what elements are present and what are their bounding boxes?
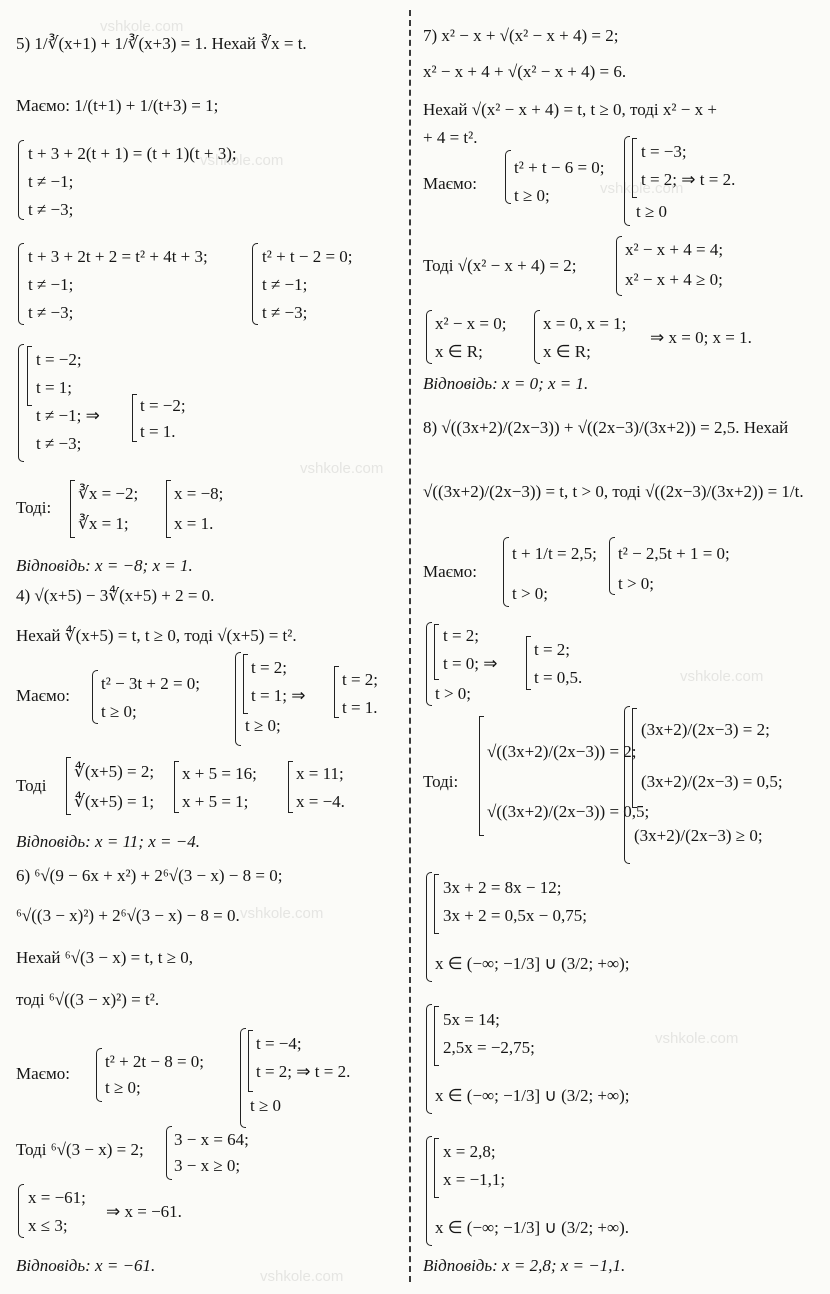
- watermark: vshkole.com: [600, 180, 684, 197]
- task-4-line: x + 5 = 16;: [182, 764, 257, 783]
- task-7-line: x² − x + 4 = 4;: [625, 240, 724, 259]
- task-8-line: 3x + 2 = 0,5x − 0,75;: [443, 906, 587, 925]
- union-bracket: [479, 716, 484, 836]
- union-bracket: [70, 480, 75, 538]
- task-4-line: x = 11;: [296, 764, 344, 783]
- task-4-line: ∜(x+5) = 2;: [74, 762, 155, 781]
- system-brace: [18, 140, 24, 220]
- task-5-line: t ≠ −1;: [28, 275, 74, 294]
- task-7-line: Маємо:: [423, 174, 477, 193]
- task-5-answer: Відповідь: x = −8; x = 1.: [16, 556, 193, 575]
- system-brace: [426, 1004, 432, 1114]
- task-8-line: 2,5x = −2,75;: [443, 1038, 535, 1057]
- watermark: vshkole.com: [655, 1030, 739, 1047]
- system-brace: [18, 243, 24, 325]
- task-4-line: x = −4.: [296, 792, 345, 811]
- task-8-line: √((3x+2)/(2x−3)) = 2;: [487, 742, 637, 761]
- task-7-line: x² − x + 4 + √(x² − x + 4) = 6.: [423, 62, 627, 81]
- union-bracket: [174, 761, 179, 813]
- task-6-line: t ≥ 0;: [105, 1078, 141, 1097]
- watermark: vshkole.com: [260, 1268, 344, 1285]
- system-brace: [166, 1126, 172, 1180]
- union-bracket: [434, 1006, 439, 1066]
- system-brace: [503, 537, 509, 607]
- task-6-answer: Відповідь: x = −61.: [16, 1256, 156, 1275]
- task-7-line: x ∈ R;: [435, 342, 483, 361]
- watermark: vshkole.com: [300, 460, 384, 477]
- task-8-line: (3x+2)/(2x−3) = 0,5;: [641, 772, 783, 791]
- task-8-line: t = 2;: [443, 626, 480, 645]
- task-4-line: Маємо:: [16, 686, 70, 705]
- task-7-line: x ∈ R;: [543, 342, 591, 361]
- union-bracket: [434, 1138, 439, 1198]
- task-6-line: Нехай ⁶√(3 − x) = t, t ≥ 0,: [16, 948, 194, 967]
- task-8-line: 3x + 2 = 8x − 12;: [443, 878, 562, 897]
- task-8-line: Маємо:: [423, 562, 477, 581]
- task-6-line: x ≤ 3;: [28, 1216, 68, 1235]
- task-7-line: t = −3;: [641, 142, 687, 161]
- system-brace: [505, 150, 511, 204]
- union-bracket: [166, 480, 171, 538]
- task-7-line: x² − x + 4 ≥ 0;: [625, 270, 723, 289]
- union-bracket: [434, 874, 439, 934]
- task-8-line: t > 0;: [618, 574, 655, 593]
- system-brace: [235, 652, 241, 746]
- task-5-line: t = −2;: [36, 350, 82, 369]
- task-5-line: t ≠ −3;: [36, 434, 82, 453]
- task-7-line: t = 2; ⇒ t = 2.: [641, 170, 736, 189]
- task-4-answer: Відповідь: x = 11; x = −4.: [16, 832, 200, 851]
- union-bracket: [334, 666, 339, 718]
- system-brace: [426, 622, 432, 706]
- task-7-line: x = 0, x = 1;: [543, 314, 627, 333]
- union-bracket: [66, 757, 71, 815]
- system-brace: [18, 1184, 24, 1238]
- system-brace: [252, 243, 258, 325]
- task-8-line: √((3x+2)/(2x−3)) = t, t > 0, тоді √((2x−3)/(3x+2)) = 1/t.: [423, 482, 804, 501]
- task-7-line: + 4 = t².: [423, 128, 478, 147]
- union-bracket: [132, 394, 137, 442]
- task-8-line: t > 0;: [435, 684, 472, 703]
- task-5-line: ∛x = −2;: [78, 484, 139, 503]
- system-brace: [240, 1028, 246, 1128]
- task-8-line: Тоді:: [423, 772, 459, 791]
- system-brace: [92, 670, 98, 724]
- watermark: vshkole.com: [680, 668, 764, 685]
- union-bracket: [632, 138, 637, 198]
- task-5-line: t + 3 + 2(t + 1) = (t + 1)(t + 3);: [28, 144, 237, 163]
- task-6-line: t ≥ 0: [250, 1096, 282, 1115]
- system-brace: [534, 310, 540, 364]
- system-brace: [624, 136, 630, 226]
- task-7-line: Нехай √(x² − x + 4) = t, t ≥ 0, тоді x² − x +: [423, 100, 717, 119]
- task-7-line: Тоді √(x² − x + 4) = 2;: [423, 256, 577, 275]
- task-5-line: t = −2;: [140, 396, 186, 415]
- system-brace: [609, 537, 615, 595]
- task-4-line: t ≥ 0;: [245, 716, 281, 735]
- task-7-line: t ≥ 0;: [514, 186, 550, 205]
- task-4-line: t = 2;: [251, 658, 288, 677]
- task-5-line: Маємо: 1/(t+1) + 1/(t+3) = 1;: [16, 96, 219, 115]
- task-8-line: x = −1,1;: [443, 1170, 506, 1189]
- task-8-line: 5x = 14;: [443, 1010, 500, 1029]
- watermark: vshkole.com: [100, 18, 184, 35]
- task-8-line: x = 2,8;: [443, 1142, 496, 1161]
- task-6-line: Маємо:: [16, 1064, 70, 1083]
- task-7-statement: 7) x² − x + √(x² − x + 4) = 2;: [423, 26, 619, 45]
- task-6-line: ⁶√((3 − x)²) + 2⁶√(3 − x) − 8 = 0.: [16, 906, 240, 925]
- task-8-line: (3x+2)/(2x−3) = 2;: [641, 720, 770, 739]
- system-brace: [426, 1136, 432, 1246]
- column-divider: [409, 10, 411, 1282]
- task-5-line: x = 1.: [174, 514, 214, 533]
- task-4-line: ∜(x+5) = 1;: [74, 792, 155, 811]
- union-bracket: [27, 346, 32, 406]
- task-6-statement: 6) ⁶√(9 − 6x + x²) + 2⁶√(3 − x) − 8 = 0;: [16, 866, 283, 885]
- watermark: vshkole.com: [240, 905, 324, 922]
- task-8-answer: Відповідь: x = 2,8; x = −1,1.: [423, 1256, 626, 1275]
- task-6-line: t = −4;: [256, 1034, 302, 1053]
- task-7-line: ⇒ x = 0; x = 1.: [650, 328, 752, 347]
- union-bracket: [248, 1030, 253, 1092]
- system-brace: [616, 236, 622, 296]
- union-bracket: [243, 654, 248, 714]
- task-8-line: t = 2;: [534, 640, 571, 659]
- union-bracket: [434, 624, 439, 680]
- task-4-line: t = 1; ⇒: [251, 686, 306, 705]
- task-5-statement: 5) 1/∛(x+1) + 1/∛(x+3) = 1. Нехай ∛x = t.: [16, 34, 307, 53]
- task-8-line: √((3x+2)/(2x−3)) = 0,5;: [487, 802, 650, 821]
- system-brace: [426, 872, 432, 982]
- task-8-line: x ∈ (−∞; −1/3] ∪ (3/2; +∞);: [435, 1086, 630, 1105]
- task-8-line: (3x+2)/(2x−3) ≥ 0;: [634, 826, 763, 845]
- task-5-line: Тоді:: [16, 498, 52, 517]
- system-brace: [624, 706, 630, 864]
- task-8-line: t² − 2,5t + 1 = 0;: [618, 544, 730, 563]
- task-6-line: тоді ⁶√((3 − x)²) = t².: [16, 990, 160, 1009]
- task-4-line: t² − 3t + 2 = 0;: [101, 674, 201, 693]
- task-4-line: t ≥ 0;: [101, 702, 137, 721]
- task-8-line: t > 0;: [512, 584, 549, 603]
- task-8-line: t = 0; ⇒: [443, 654, 498, 673]
- task-8-line: x ∈ (−∞; −1/3] ∪ (3/2; +∞);: [435, 954, 630, 973]
- task-5-line: t = 1.: [140, 422, 176, 441]
- task-7-answer: Відповідь: x = 0; x = 1.: [423, 374, 589, 393]
- task-6-line: 3 − x ≥ 0;: [174, 1156, 241, 1175]
- union-bracket: [288, 761, 293, 813]
- task-4-line: Тоді: [16, 776, 47, 795]
- task-8-line: t + 1/t = 2,5;: [512, 544, 597, 563]
- task-6-line: t² + 2t − 8 = 0;: [105, 1052, 205, 1071]
- task-7-line: t ≥ 0: [636, 202, 668, 221]
- system-brace: [18, 344, 24, 462]
- task-4-line: Нехай ∜(x+5) = t, t ≥ 0, тоді √(x+5) = t².: [16, 626, 297, 645]
- task-5-line: t ≠ −1;: [28, 172, 74, 191]
- task-4-line: t = 1.: [342, 698, 378, 717]
- task-5-line: x = −8;: [174, 484, 224, 503]
- task-5-line: t² + t − 2 = 0;: [262, 247, 353, 266]
- watermark: vshkole.com: [200, 152, 284, 169]
- task-7-line: t² + t − 6 = 0;: [514, 158, 605, 177]
- task-8-line: x ∈ (−∞; −1/3] ∪ (3/2; +∞).: [435, 1218, 630, 1237]
- task-5-line: t = 1;: [36, 378, 73, 397]
- task-5-line: t ≠ −3;: [28, 200, 74, 219]
- task-5-line: t ≠ −3;: [28, 303, 74, 322]
- task-5-line: t + 3 + 2t + 2 = t² + 4t + 3;: [28, 247, 208, 266]
- system-brace: [96, 1048, 102, 1102]
- task-6-line: 3 − x = 64;: [174, 1130, 249, 1149]
- task-8-statement: 8) √((3x+2)/(2x−3)) + √((2x−3)/(3x+2)) = 2,5. Нехай: [423, 418, 789, 437]
- task-5-line: t ≠ −1;: [262, 275, 308, 294]
- task-5-line: ∛x = 1;: [78, 514, 129, 533]
- task-7-line: x² − x = 0;: [435, 314, 507, 333]
- union-bracket: [526, 636, 531, 690]
- system-brace: [426, 310, 432, 364]
- task-5-line: t ≠ −3;: [262, 303, 308, 322]
- task-4-line: t = 2;: [342, 670, 379, 689]
- task-8-line: t = 0,5.: [534, 668, 583, 687]
- task-6-line: x = −61;: [28, 1188, 86, 1207]
- task-4-line: x + 5 = 1;: [182, 792, 249, 811]
- task-4-statement: 4) √(x+5) − 3∜(x+5) + 2 = 0.: [16, 586, 215, 605]
- task-5-line: t ≠ −1; ⇒: [36, 406, 100, 425]
- task-6-line: t = 2; ⇒ t = 2.: [256, 1062, 351, 1081]
- task-6-line: Тоді ⁶√(3 − x) = 2;: [16, 1140, 144, 1159]
- task-6-line: ⇒ x = −61.: [106, 1202, 182, 1221]
